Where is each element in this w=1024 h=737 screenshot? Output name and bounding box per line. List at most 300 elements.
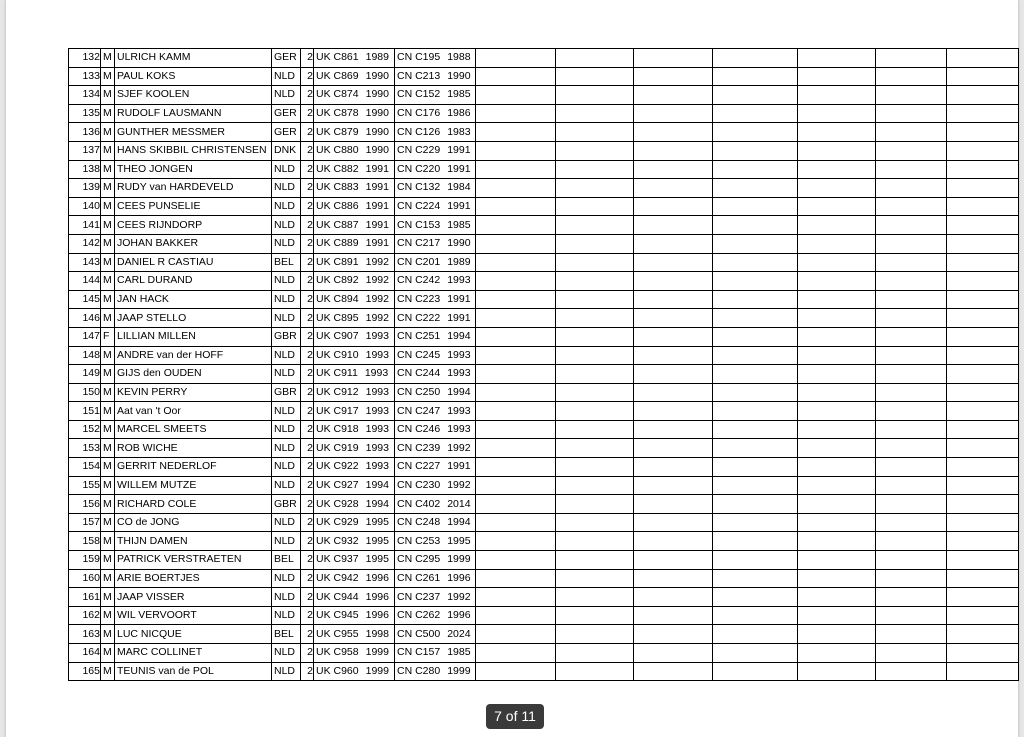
cn-cell [395, 123, 476, 142]
cn-year: 1991 [447, 162, 471, 175]
empty-cell [713, 402, 798, 421]
empty-cell [634, 439, 713, 458]
name-cell [115, 458, 272, 477]
country-code: GER [274, 107, 297, 120]
empty-cell [713, 532, 798, 551]
cn-number: CN C230 [397, 478, 441, 491]
name-cell [115, 49, 272, 68]
empty-cell [634, 532, 713, 551]
country-code: NLD [274, 590, 296, 603]
sex-cell [101, 346, 115, 365]
uk-year: 1996 [365, 571, 389, 584]
cn-number: CN C251 [397, 330, 441, 343]
empty-cell [947, 513, 1019, 532]
uk-year: 1993 [365, 404, 389, 417]
country-code: NLD [274, 69, 296, 82]
empty-cell [798, 625, 876, 644]
empty-cell [476, 346, 556, 365]
sex: M [103, 441, 112, 454]
uk-year: 1991 [365, 237, 389, 250]
count-cell [301, 662, 314, 681]
empty-cell [876, 513, 947, 532]
empty-cell [476, 141, 556, 160]
cn-cell [395, 253, 476, 272]
empty-cell [713, 383, 798, 402]
cn-number: CN C227 [397, 460, 441, 473]
count-cell [301, 402, 314, 421]
empty-cell [713, 197, 798, 216]
entry-number-cell [69, 141, 101, 160]
cn-cell [395, 476, 476, 495]
empty-cell [947, 86, 1019, 105]
cn-number: CN C220 [397, 162, 441, 175]
country-code: NLD [274, 404, 296, 417]
empty-cell [713, 346, 798, 365]
uk-number: UK C887 [316, 218, 359, 231]
uk-number: UK C907 [316, 330, 359, 343]
uk-cell [314, 588, 395, 607]
entry-number: 157 [82, 516, 100, 529]
sex-cell [101, 458, 115, 477]
uk-number: UK C960 [316, 664, 359, 677]
uk-year: 1995 [365, 516, 389, 529]
empty-cell [634, 197, 713, 216]
cn-year: 1993 [447, 404, 471, 417]
count-cell [301, 49, 314, 68]
member-name: CEES RIJNDORP [117, 218, 203, 231]
entry-number: 153 [82, 441, 100, 454]
empty-cell [713, 86, 798, 105]
country-cell [272, 532, 301, 551]
empty-cell [876, 309, 947, 328]
empty-cell [713, 551, 798, 570]
entry-number: 148 [82, 348, 100, 361]
table-row [69, 420, 1019, 439]
name-cell [115, 253, 272, 272]
cn-number: CN C217 [397, 237, 441, 250]
empty-cell [798, 86, 876, 105]
empty-cell [876, 86, 947, 105]
uk-cell [314, 123, 395, 142]
empty-cell [556, 402, 634, 421]
empty-cell [634, 141, 713, 160]
empty-cell [476, 532, 556, 551]
uk-cell [314, 346, 395, 365]
member-name: WILLEM MUTZE [117, 478, 197, 491]
count: 2 [307, 311, 313, 324]
empty-cell [947, 420, 1019, 439]
empty-cell [634, 476, 713, 495]
empty-cell [947, 588, 1019, 607]
member-name: CEES PUNSELIE [117, 200, 201, 213]
uk-number: UK C874 [316, 88, 359, 101]
uk-year: 1989 [365, 51, 389, 64]
sex-cell [101, 513, 115, 532]
empty-cell [556, 309, 634, 328]
cn-year: 1991 [447, 311, 471, 324]
empty-cell [634, 290, 713, 309]
empty-cell [634, 272, 713, 291]
uk-year: 1993 [365, 441, 389, 454]
count: 2 [307, 51, 313, 64]
uk-number: UK C882 [316, 162, 359, 175]
country-cell [272, 588, 301, 607]
empty-cell [947, 476, 1019, 495]
table-row [69, 588, 1019, 607]
uk-cell [314, 458, 395, 477]
empty-cell [947, 179, 1019, 198]
member-name: GIJS den OUDEN [117, 367, 202, 380]
cn-cell [395, 86, 476, 105]
table-row [69, 309, 1019, 328]
entry-number: 146 [82, 311, 100, 324]
uk-number: UK C927 [316, 478, 359, 491]
empty-cell [798, 458, 876, 477]
empty-cell [556, 216, 634, 235]
uk-year: 1996 [365, 609, 389, 622]
cn-year: 1991 [447, 460, 471, 473]
empty-cell [876, 365, 947, 384]
cn-cell [395, 662, 476, 681]
country-cell [272, 49, 301, 68]
entry-number-cell [69, 644, 101, 663]
entry-number: 150 [82, 385, 100, 398]
country-cell [272, 365, 301, 384]
uk-cell [314, 569, 395, 588]
uk-year: 1993 [365, 348, 389, 361]
country-code: NLD [274, 348, 296, 361]
sex-cell [101, 495, 115, 514]
table-row [69, 383, 1019, 402]
country-cell [272, 234, 301, 253]
empty-cell [556, 290, 634, 309]
empty-cell [876, 346, 947, 365]
uk-cell [314, 49, 395, 68]
name-cell [115, 606, 272, 625]
table-row [69, 253, 1019, 272]
entry-number-cell [69, 569, 101, 588]
empty-cell [713, 253, 798, 272]
count: 2 [307, 200, 313, 213]
uk-year: 1991 [365, 218, 389, 231]
sex-cell [101, 141, 115, 160]
empty-cell [947, 216, 1019, 235]
empty-cell [476, 551, 556, 570]
name-cell [115, 272, 272, 291]
country-cell [272, 439, 301, 458]
entry-number-cell [69, 309, 101, 328]
cn-cell [395, 160, 476, 179]
entry-number-cell [69, 346, 101, 365]
sex-cell [101, 290, 115, 309]
table-row [69, 644, 1019, 663]
entry-number-cell [69, 272, 101, 291]
cn-year: 1985 [447, 88, 471, 101]
entry-number-cell [69, 532, 101, 551]
count: 2 [307, 590, 313, 603]
empty-cell [476, 253, 556, 272]
country-code: NLD [274, 237, 296, 250]
table-row [69, 365, 1019, 384]
uk-number: UK C894 [316, 293, 359, 306]
sex: M [103, 237, 112, 250]
country-cell [272, 327, 301, 346]
empty-cell [476, 439, 556, 458]
uk-cell [314, 160, 395, 179]
sex: M [103, 553, 112, 566]
sex: M [103, 478, 112, 491]
sex-cell [101, 216, 115, 235]
cn-number: CN C176 [397, 107, 441, 120]
sex: M [103, 348, 112, 361]
cn-year: 1993 [447, 423, 471, 436]
empty-cell [947, 123, 1019, 142]
empty-cell [876, 439, 947, 458]
empty-cell [876, 588, 947, 607]
cn-cell [395, 513, 476, 532]
empty-cell [634, 495, 713, 514]
count-cell [301, 439, 314, 458]
empty-cell [876, 458, 947, 477]
sex-cell [101, 588, 115, 607]
name-cell [115, 420, 272, 439]
sex: M [103, 534, 112, 547]
sex: M [103, 107, 112, 120]
uk-number: UK C955 [316, 627, 359, 640]
count: 2 [307, 553, 313, 566]
empty-cell [476, 513, 556, 532]
uk-year: 1995 [365, 553, 389, 566]
empty-cell [634, 327, 713, 346]
name-cell [115, 346, 272, 365]
empty-cell [634, 160, 713, 179]
uk-number: UK C917 [316, 404, 359, 417]
cn-number: CN C222 [397, 311, 441, 324]
uk-year: 1998 [365, 627, 389, 640]
cn-number: CN C250 [397, 385, 441, 398]
table-row [69, 532, 1019, 551]
cn-number: CN C295 [397, 553, 441, 566]
uk-cell [314, 234, 395, 253]
uk-number: UK C869 [316, 69, 359, 82]
uk-number: UK C886 [316, 200, 359, 213]
cn-number: CN C280 [397, 664, 441, 677]
count: 2 [307, 237, 313, 250]
sex-cell [101, 476, 115, 495]
empty-cell [713, 569, 798, 588]
empty-cell [556, 495, 634, 514]
sex: M [103, 293, 112, 306]
entry-number: 162 [82, 609, 100, 622]
sex-cell [101, 606, 115, 625]
entry-number-cell [69, 365, 101, 384]
uk-cell [314, 272, 395, 291]
empty-cell [556, 86, 634, 105]
entry-number: 134 [82, 88, 100, 101]
member-name: RICHARD COLE [117, 497, 197, 510]
sex-cell [101, 625, 115, 644]
sex-cell [101, 662, 115, 681]
entry-number: 154 [82, 460, 100, 473]
empty-cell [798, 216, 876, 235]
count: 2 [307, 181, 313, 194]
empty-cell [876, 495, 947, 514]
uk-cell [314, 625, 395, 644]
sex-cell [101, 532, 115, 551]
name-cell [115, 513, 272, 532]
cn-cell [395, 569, 476, 588]
name-cell [115, 141, 272, 160]
country-cell [272, 644, 301, 663]
cn-number: CN C244 [397, 367, 441, 380]
empty-cell [713, 606, 798, 625]
cn-cell [395, 327, 476, 346]
count-cell [301, 216, 314, 235]
name-cell [115, 532, 272, 551]
empty-cell [947, 532, 1019, 551]
name-cell [115, 644, 272, 663]
entry-number-cell [69, 383, 101, 402]
uk-year: 1990 [365, 107, 389, 120]
empty-cell [713, 272, 798, 291]
name-cell [115, 476, 272, 495]
table-row [69, 662, 1019, 681]
count-cell [301, 327, 314, 346]
cn-number: CN C132 [397, 181, 441, 194]
empty-cell [713, 160, 798, 179]
name-cell [115, 327, 272, 346]
country-cell [272, 420, 301, 439]
table-row [69, 402, 1019, 421]
sex: M [103, 460, 112, 473]
count-cell [301, 104, 314, 123]
empty-cell [476, 625, 556, 644]
sex: M [103, 646, 112, 659]
uk-year: 1994 [365, 478, 389, 491]
uk-year: 1993 [365, 423, 389, 436]
cn-year: 1996 [447, 571, 471, 584]
table-row [69, 327, 1019, 346]
cn-year: 1993 [447, 367, 471, 380]
register-rows [69, 49, 1019, 681]
sex: M [103, 404, 112, 417]
sex-cell [101, 86, 115, 105]
member-name: RUDOLF LAUSMANN [117, 107, 222, 120]
country-code: GBR [274, 497, 297, 510]
country-cell [272, 104, 301, 123]
table-row [69, 476, 1019, 495]
name-cell [115, 309, 272, 328]
empty-cell [476, 104, 556, 123]
uk-cell [314, 309, 395, 328]
uk-cell [314, 86, 395, 105]
cn-cell [395, 588, 476, 607]
sex-cell [101, 234, 115, 253]
empty-cell [476, 197, 556, 216]
entry-number-cell [69, 625, 101, 644]
empty-cell [947, 309, 1019, 328]
table-row [69, 197, 1019, 216]
uk-number: UK C892 [316, 274, 359, 287]
member-name: ULRICH KAMM [117, 51, 191, 64]
uk-cell [314, 383, 395, 402]
sex-cell [101, 123, 115, 142]
empty-cell [713, 141, 798, 160]
empty-cell [476, 290, 556, 309]
uk-cell [314, 644, 395, 663]
empty-cell [713, 327, 798, 346]
empty-cell [476, 420, 556, 439]
empty-cell [798, 662, 876, 681]
empty-cell [634, 551, 713, 570]
country-cell [272, 253, 301, 272]
cn-year: 1989 [447, 255, 471, 268]
cn-number: CN C223 [397, 293, 441, 306]
empty-cell [556, 365, 634, 384]
sex: M [103, 571, 112, 584]
empty-cell [947, 569, 1019, 588]
sex-cell [101, 569, 115, 588]
count-cell [301, 179, 314, 198]
empty-cell [634, 625, 713, 644]
country-cell [272, 123, 301, 142]
count: 2 [307, 609, 313, 622]
uk-year: 1999 [365, 664, 389, 677]
uk-number: UK C910 [316, 348, 359, 361]
cn-cell [395, 420, 476, 439]
count-cell [301, 123, 314, 142]
empty-cell [876, 216, 947, 235]
sex: M [103, 181, 112, 194]
uk-cell [314, 420, 395, 439]
empty-cell [947, 197, 1019, 216]
cn-number: CN C237 [397, 590, 441, 603]
empty-cell [947, 606, 1019, 625]
cn-cell [395, 365, 476, 384]
cn-number: CN C402 [397, 497, 441, 510]
member-name: DANIEL R CASTIAU [117, 255, 214, 268]
sex: M [103, 274, 112, 287]
cn-number: CN C262 [397, 609, 441, 622]
cn-number: CN C246 [397, 423, 441, 436]
cn-year: 1985 [447, 218, 471, 231]
empty-cell [634, 86, 713, 105]
count: 2 [307, 441, 313, 454]
country-code: BEL [274, 553, 294, 566]
uk-year: 1996 [365, 590, 389, 603]
table-row [69, 141, 1019, 160]
count: 2 [307, 367, 313, 380]
empty-cell [634, 179, 713, 198]
empty-cell [476, 495, 556, 514]
sex-cell [101, 179, 115, 198]
empty-cell [876, 606, 947, 625]
name-cell [115, 216, 272, 235]
table-row [69, 234, 1019, 253]
count: 2 [307, 516, 313, 529]
count-cell [301, 476, 314, 495]
name-cell [115, 104, 272, 123]
name-cell [115, 383, 272, 402]
empty-cell [798, 49, 876, 68]
empty-cell [876, 141, 947, 160]
name-cell [115, 495, 272, 514]
uk-number: UK C944 [316, 590, 359, 603]
page-indicator: 7 of 11 [486, 704, 544, 729]
table-row [69, 272, 1019, 291]
empty-cell [876, 272, 947, 291]
uk-number: UK C880 [316, 144, 359, 157]
